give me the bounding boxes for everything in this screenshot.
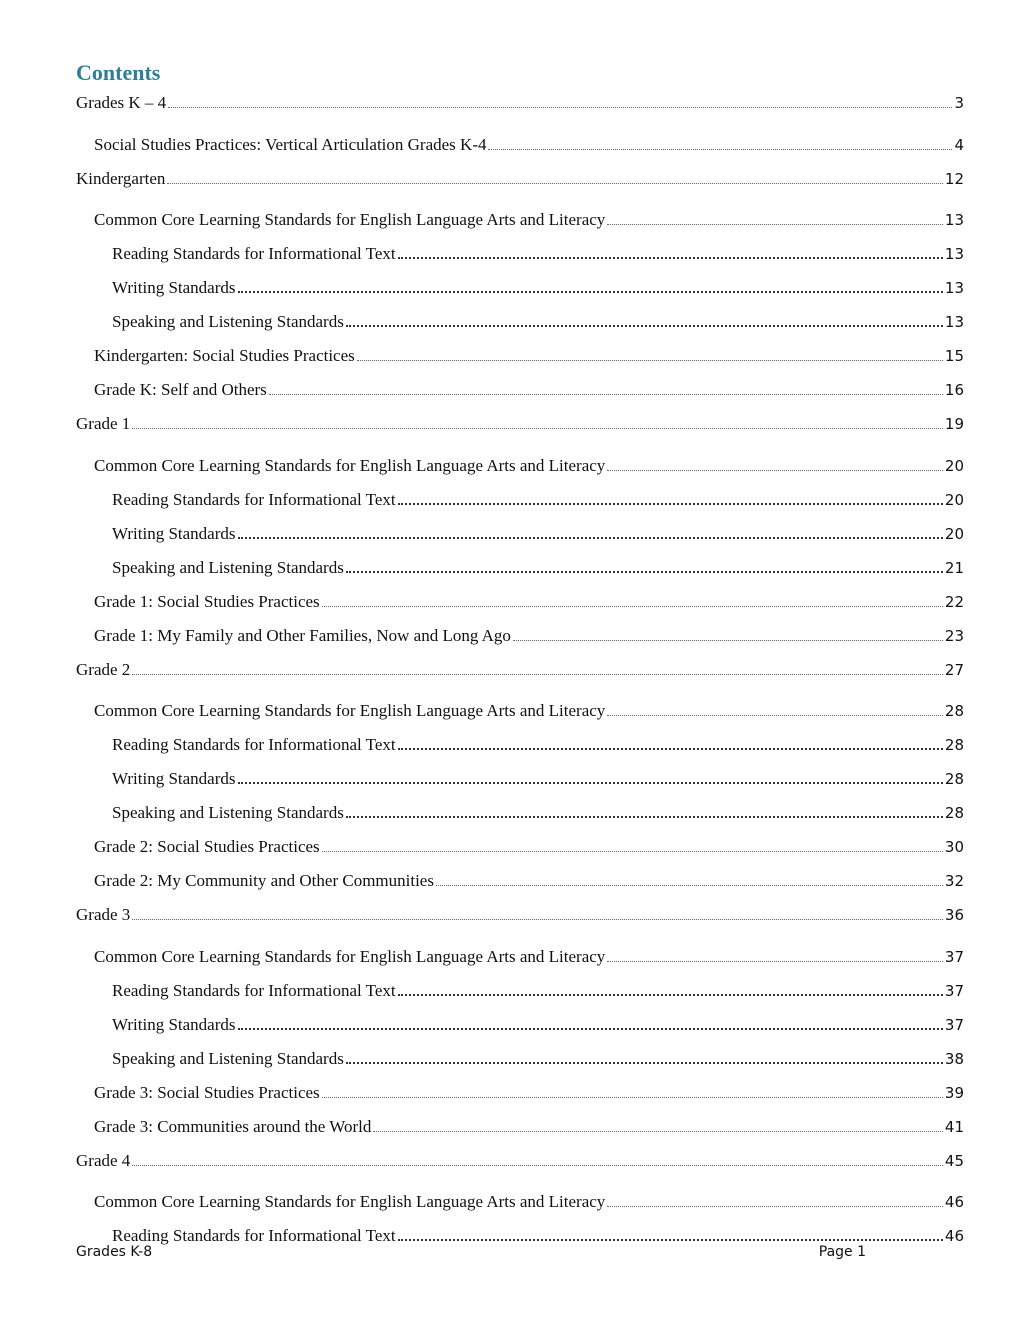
contents-heading: Contents: [76, 60, 161, 85]
toc-entry-page-number: 3: [954, 94, 964, 112]
toc-entry[interactable]: [94, 455, 964, 477]
toc-entry-page-number: 37: [944, 981, 964, 1000]
dot-leader: [398, 244, 943, 259]
toc-entry[interactable]: [112, 311, 964, 333]
toc-entry-page-number: 28: [944, 702, 964, 720]
toc-entry[interactable]: [76, 168, 964, 190]
toc-entry-page-number: 37: [944, 1015, 964, 1034]
dot-leader: [398, 1226, 943, 1241]
toc-entry-page-number: 21: [944, 558, 964, 577]
toc-entry-title: Grade 2: [76, 659, 131, 679]
toc-entry-title: Writing Standards: [112, 769, 236, 788]
dot-leader: [607, 947, 943, 962]
toc-entry[interactable]: [94, 134, 964, 156]
toc-entry-page-number: 16: [944, 381, 964, 399]
toc-entry[interactable]: [112, 1014, 964, 1036]
toc-entry-page-number: 37: [944, 947, 964, 966]
toc-entry-title: Reading Standards for Informational Text: [112, 735, 396, 754]
toc-entry[interactable]: [76, 92, 964, 114]
toc-entry-page-number: 45: [944, 1151, 964, 1170]
dot-leader: [607, 210, 943, 225]
toc-entry[interactable]: [76, 413, 964, 435]
dot-leader: [373, 1117, 943, 1132]
toc-entry-page-number: 27: [944, 660, 964, 679]
page-footer: [76, 1244, 866, 1260]
toc-entry-title: Kindergarten: Social Studies Practices: [94, 346, 355, 365]
toc-entry[interactable]: [94, 591, 964, 613]
toc-entry-page-number: 15: [944, 347, 964, 365]
toc-entry[interactable]: [94, 1191, 964, 1213]
dot-leader: [132, 905, 943, 920]
dot-leader: [346, 558, 943, 573]
toc-entry-page-number: 20: [944, 456, 964, 475]
toc-entry-title: Common Core Learning Standards for English Language Arts and Literacy: [94, 455, 606, 475]
toc-entry-title: Speaking and Listening Standards: [112, 1048, 344, 1068]
toc-entry[interactable]: [94, 946, 964, 968]
toc-entry[interactable]: [76, 904, 964, 926]
dot-leader: [488, 135, 952, 150]
toc-entry-title: Reading Standards for Informational Text: [112, 244, 396, 263]
footer-document-title: Grades K-8: [76, 1244, 153, 1260]
toc-entry-title: Common Core Learning Standards for English Language Arts and Literacy: [94, 946, 606, 966]
dot-leader: [398, 735, 943, 750]
toc-entry-title: Grade K: Self and Others: [94, 380, 267, 399]
toc-entry[interactable]: [112, 980, 964, 1002]
dot-leader: [322, 1083, 943, 1098]
toc-entry[interactable]: [112, 734, 964, 756]
toc-entry[interactable]: [94, 1116, 964, 1138]
toc-entry-title: Common Core Learning Standards for English Language Arts and Literacy: [94, 701, 606, 720]
toc-entry-title: Social Studies Practices: Vertical Articulation Grades K-4: [94, 134, 487, 154]
toc-entry[interactable]: [112, 489, 964, 511]
toc-entry-page-number: 13: [944, 313, 964, 331]
toc-entry-title: Reading Standards for Informational Text: [112, 1226, 396, 1245]
toc-entry-title: Speaking and Listening Standards: [112, 557, 344, 577]
toc-entry-title: Grade 3: [76, 905, 131, 924]
toc-entry[interactable]: [94, 836, 964, 858]
toc-entry[interactable]: [94, 209, 964, 231]
toc-entry-page-number: 23: [944, 626, 964, 645]
dot-leader: [167, 169, 943, 184]
toc-entry-page-number: 28: [944, 736, 964, 754]
dot-leader: [513, 626, 943, 641]
toc-entry[interactable]: [112, 523, 964, 545]
toc-entry[interactable]: [94, 870, 964, 892]
dot-leader: [398, 981, 943, 996]
toc-entry-title: Grade 2: Social Studies Practices: [94, 837, 320, 856]
toc-entry-title: Kindergarten: [76, 168, 166, 188]
dot-leader: [132, 414, 943, 429]
toc-entry[interactable]: [112, 768, 964, 790]
toc-entry[interactable]: [112, 802, 964, 824]
dot-leader: [607, 701, 943, 716]
toc-entry-page-number: 20: [944, 524, 964, 543]
toc-entry-page-number: 13: [944, 211, 964, 229]
toc-entry[interactable]: [112, 243, 964, 265]
toc-entry-page-number: 4: [954, 135, 964, 154]
toc-entry-title: Writing Standards: [112, 278, 236, 297]
toc-entry-page-number: 20: [944, 490, 964, 509]
toc-entry-title: Grade 1: [76, 414, 131, 433]
dot-leader: [346, 803, 943, 818]
toc-entry-page-number: 39: [944, 1083, 964, 1102]
toc-entry-page-number: 28: [944, 770, 964, 788]
toc-entry-page-number: 30: [944, 838, 964, 856]
toc-entry-title: Grade 4: [76, 1150, 131, 1170]
toc-entry-title: Common Core Learning Standards for English Language Arts and Literacy: [94, 210, 606, 229]
toc-entry-title: Grade 3: Communities around the World: [94, 1116, 372, 1136]
toc-entry-title: Speaking and Listening Standards: [112, 312, 344, 331]
dot-leader: [436, 871, 943, 886]
dot-leader: [607, 1192, 943, 1207]
toc-entry-title: Reading Standards for Informational Text: [112, 489, 396, 509]
toc-entry-title: Grades K – 4: [76, 93, 167, 112]
toc-entry[interactable]: [112, 277, 964, 299]
toc-entry-title: Grade 2: My Community and Other Communities: [94, 871, 434, 890]
toc-entry[interactable]: [112, 557, 964, 579]
toc-entry[interactable]: [76, 659, 964, 681]
dot-leader: [607, 456, 943, 471]
dot-leader: [322, 592, 943, 607]
dot-leader: [132, 660, 943, 675]
dot-leader: [357, 346, 943, 361]
toc-entry-page-number: 41: [944, 1117, 964, 1136]
dot-leader: [238, 524, 943, 539]
toc-entry-title: Grade 1: My Family and Other Families, Now and Long Ago: [94, 625, 511, 645]
dot-leader: [132, 1151, 943, 1166]
toc-entry-page-number: 46: [944, 1193, 964, 1211]
toc-entry-page-number: 32: [944, 872, 964, 890]
footer-page-number: Page 1: [818, 1244, 866, 1260]
dot-leader: [269, 380, 943, 395]
toc-entry-page-number: 12: [944, 169, 964, 188]
dot-leader: [168, 93, 952, 108]
toc-entry[interactable]: [76, 1150, 964, 1172]
dot-leader: [398, 490, 943, 505]
toc-entry-page-number: 38: [944, 1049, 964, 1068]
toc-entry-title: Grade 1: Social Studies Practices: [94, 591, 320, 611]
toc-entry-page-number: 19: [944, 415, 964, 433]
toc-entry[interactable]: [94, 625, 964, 647]
toc-entry-page-number: 46: [944, 1227, 964, 1245]
toc-entry-title: Reading Standards for Informational Text: [112, 980, 396, 1000]
toc-entry-title: Writing Standards: [112, 523, 236, 543]
dot-leader: [238, 278, 943, 293]
toc-entry-page-number: 13: [944, 279, 964, 297]
toc-entry-page-number: 36: [944, 906, 964, 924]
dot-leader: [322, 837, 943, 852]
toc-entry-title: Grade 3: Social Studies Practices: [94, 1082, 320, 1102]
toc-entry-page-number: 22: [944, 592, 964, 611]
dot-leader: [346, 1049, 943, 1064]
toc-entry[interactable]: [112, 1048, 964, 1070]
toc-entry-title: Common Core Learning Standards for English Language Arts and Literacy: [94, 1192, 606, 1211]
toc-entry-title: Writing Standards: [112, 1014, 236, 1034]
dot-leader: [238, 769, 943, 784]
toc-entry[interactable]: [94, 700, 964, 722]
toc-entry-page-number: 28: [944, 804, 964, 822]
toc-entry-page-number: 13: [944, 245, 964, 263]
toc-entry-title: Speaking and Listening Standards: [112, 803, 344, 822]
toc-entry[interactable]: [94, 379, 964, 401]
toc-entry[interactable]: [94, 1082, 964, 1104]
dot-leader: [346, 312, 943, 327]
dot-leader: [238, 1015, 943, 1030]
toc-entry[interactable]: [94, 345, 964, 367]
